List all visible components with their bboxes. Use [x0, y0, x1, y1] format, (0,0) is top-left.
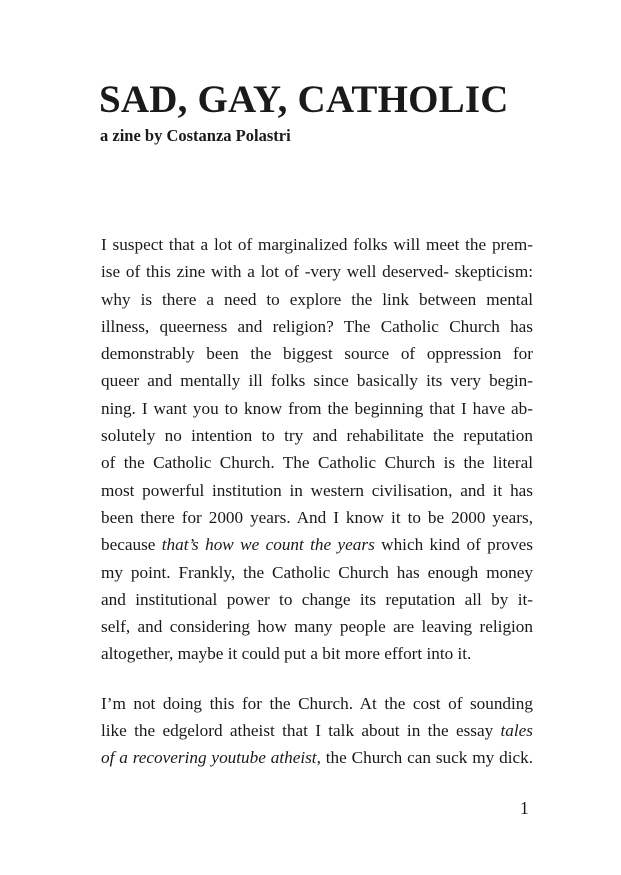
body-text [101, 231, 533, 772]
text-line-with-italic [101, 717, 533, 744]
text-line: I’m not doing this for the Church. At the cost of sounding [101, 693, 533, 713]
italic-essay-title: of a recovering youtube atheist [101, 748, 317, 768]
page-subtitle: a zine by Costanza Polastri [100, 126, 291, 145]
text-line: ning. I want you to know from the beginning that I have ab- [101, 398, 533, 418]
paragraph-2 [101, 690, 533, 772]
text-line: altogether, maybe it could put a bit more effort into it. [101, 644, 472, 664]
text-line: demonstrably been the biggest source of oppression for [101, 344, 533, 364]
italic-essay-title: tales [500, 721, 533, 741]
italic-phrase: that’s how we count the years [161, 535, 375, 555]
text-line: why is there a need to explore the link between mental [101, 289, 533, 309]
paragraph-gap [101, 668, 533, 690]
paragraph-1 [101, 231, 533, 668]
page-number: 1 [520, 798, 529, 818]
text-line: my point. Frankly, the Catholic Church has enough money [101, 562, 533, 582]
text-segment: which kind of proves [374, 535, 533, 555]
text-line-with-italic [101, 744, 533, 771]
text-line: illness, queerness and religion? The Catholic Church has [101, 316, 533, 336]
text-line-with-italic [101, 531, 533, 558]
text-line: and institutional power to change its reputation all by it- [101, 589, 533, 609]
text-segment: , the Church can suck my dick. [316, 748, 533, 768]
text-segment: like the edgelord atheist that I talk about in the essay [101, 721, 501, 741]
text-line: self, and considering how many people are leaving religion [101, 617, 533, 637]
page-title: SAD, GAY, CATHOLIC [99, 78, 509, 121]
text-line: queer and mentally ill folks since basically its very begin- [101, 371, 533, 391]
text-line: of the Catholic Church. The Catholic Church is the literal [101, 453, 533, 473]
text-line: I suspect that a lot of marginalized folks will meet the prem- [101, 235, 533, 254]
text-line: ise of this zine with a lot of -very well deserved- skepticism: [101, 262, 533, 282]
text-line: been there for 2000 years. And I know it to be 2000 years, [101, 507, 533, 527]
text-segment: because [101, 535, 162, 555]
text-line: most powerful institution in western civilisation, and it has [101, 480, 533, 500]
text-line: solutely no intention to try and rehabilitate the reputation [101, 426, 533, 446]
